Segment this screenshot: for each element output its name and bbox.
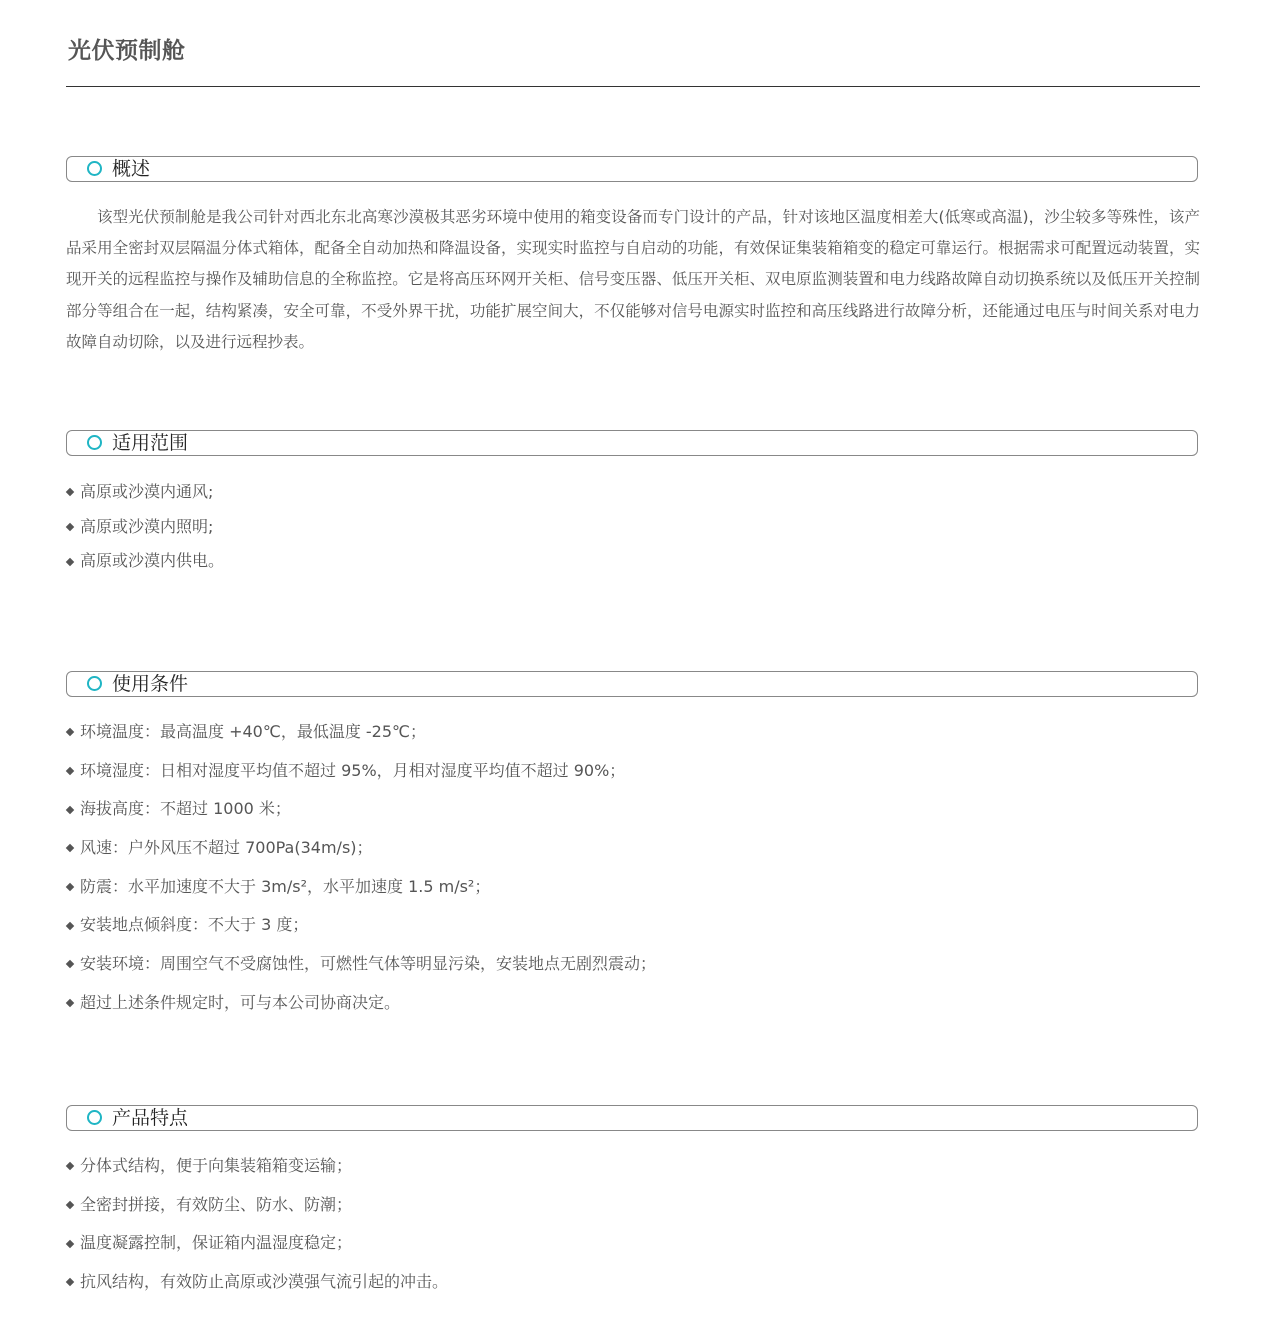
circle-outline-icon xyxy=(87,161,102,176)
circle-outline-icon xyxy=(87,1110,102,1125)
diamond-bullet-icon xyxy=(66,999,74,1007)
list-item: 安装环境：周围空气不受腐蚀性，可燃性气体等明显污染，安装地点无剧烈震动； xyxy=(66,945,656,984)
title-divider xyxy=(66,86,1200,87)
scope-list xyxy=(66,475,224,579)
diamond-bullet-icon xyxy=(66,922,74,930)
diamond-bullet-icon xyxy=(66,960,74,968)
list-item: 高原或沙漠内供电。 xyxy=(66,544,224,579)
list-item: 温度凝露控制，保证箱内温湿度稳定； xyxy=(66,1224,448,1263)
page-title: 光伏预制舱 xyxy=(68,38,186,64)
diamond-bullet-icon xyxy=(66,805,74,813)
section-title-scope: 适用范围 xyxy=(112,432,189,454)
section-title-overview: 概述 xyxy=(112,158,151,180)
diamond-bullet-icon xyxy=(66,767,74,775)
circle-outline-icon xyxy=(87,676,102,691)
diamond-bullet-icon xyxy=(66,728,74,736)
section-title-conditions: 使用条件 xyxy=(112,673,189,695)
section-header-features xyxy=(66,1105,1198,1131)
list-item: 海拔高度：不超过 1000 米； xyxy=(66,790,656,829)
list-item: 风速：户外风压不超过 700Pa(34m/s)； xyxy=(66,829,656,868)
overview-paragraph: 该型光伏预制舱是我公司针对西北东北高寒沙漠极其恶劣环境中使用的箱变设备而专门设计的产品，针对该地区温度相差大(低寒或高温)，沙尘较多等殊性，该产品采用全密封双层隔温分体式箱体，配备全自动加热和降温设备，实现实时监控与自启动的功能，有效保证集装箱箱变的稳定可靠运行。根据需求可配置远动装置，实现开关的远程监控与操作及辅助信息的全称监控。它是将高压环网开关柜、信号变压器、低压开关柜、双电原监测装置和电力线路故障自动切换系统以及低压开关控制部分等组合在一起，结构紧凑，安全可靠，不受外界干扰，功能扩展空间大，不仅能够对信号电源实时监控和高压线路进行故障分析，还能通过电压与时间关系对电力故障自动切除，以及进行远程抄表。 xyxy=(66,208,1200,351)
section-header-overview xyxy=(66,156,1198,182)
conditions-list xyxy=(66,713,656,1023)
list-item: 环境温度：最高温度 +40℃，最低温度 -25℃； xyxy=(66,713,656,752)
list-item: 分体式结构，便于向集装箱箱变运输； xyxy=(66,1147,448,1186)
diamond-bullet-icon xyxy=(66,883,74,891)
list-item: 抗风结构，有效防止高原或沙漠强气流引起的冲击。 xyxy=(66,1263,448,1302)
diamond-bullet-icon xyxy=(66,523,74,531)
section-title-features: 产品特点 xyxy=(112,1107,189,1129)
list-item: 防震：水平加速度不大于 3m/s²，水平加速度 1.5 m/s²； xyxy=(66,868,656,907)
list-item: 全密封拼接，有效防尘、防水、防潮； xyxy=(66,1186,448,1225)
diamond-bullet-icon xyxy=(66,844,74,852)
list-item: 超过上述条件规定时，可与本公司协商决定。 xyxy=(66,984,656,1023)
list-item: 安装地点倾斜度：不大于 3 度； xyxy=(66,906,656,945)
diamond-bullet-icon xyxy=(66,1201,74,1209)
section-header-scope xyxy=(66,430,1198,456)
circle-outline-icon xyxy=(87,435,102,450)
diamond-bullet-icon xyxy=(66,1162,74,1170)
diamond-bullet-icon xyxy=(66,488,74,496)
diamond-bullet-icon xyxy=(66,1239,74,1247)
diamond-bullet-icon xyxy=(66,1278,74,1286)
features-list xyxy=(66,1147,448,1302)
list-item: 环境湿度：日相对湿度平均值不超过 95%，月相对湿度平均值不超过 90%； xyxy=(66,752,656,791)
list-item: 高原或沙漠内照明; xyxy=(66,510,224,545)
list-item: 高原或沙漠内通风; xyxy=(66,475,224,510)
diamond-bullet-icon xyxy=(66,557,74,565)
section-header-conditions xyxy=(66,671,1198,697)
